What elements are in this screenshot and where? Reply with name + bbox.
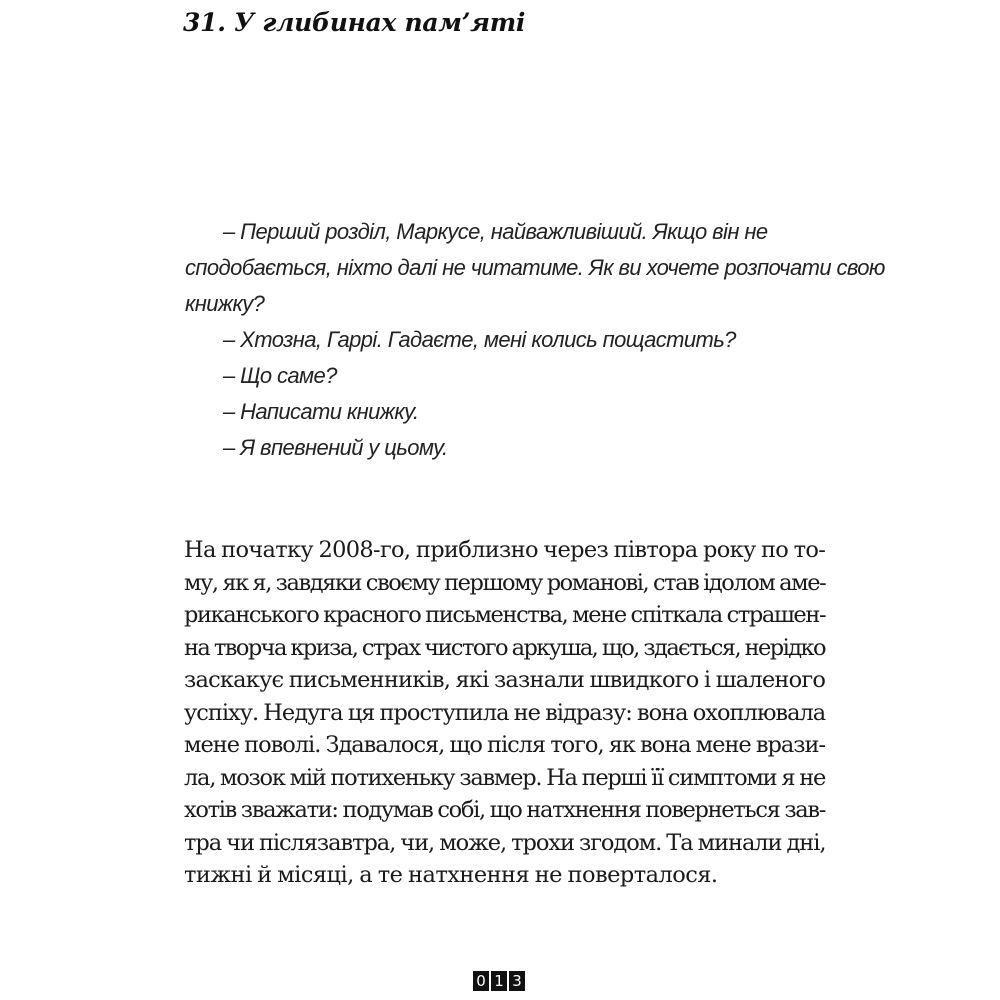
epigraph-line: – Хтозна, Гаррі. Гадаєте, мені колись пощастить? [223,327,736,352]
body-line: успіху. Недуга ця проступила не відразу: вона охоплювала [184,699,826,726]
body-line: ла, мозок мій потихеньку завмер. На перші її симптоми я не [184,764,825,791]
body-line: мене поволі. Здавалося, що після того, як вона мене врази- [184,732,825,758]
body-line: тра чи післязавтра, чи, може, трохи згодом. Та минали дні, [184,829,826,856]
epigraph-line: – Написати книжку. [223,399,419,424]
body-line: на творча криза, страх чистого аркуша, що, здається, нерідко [184,634,826,661]
epigraph-line: книжку? [185,291,265,316]
body-line: На початку 2008-го, приблизно через півтора року по то- [184,537,826,563]
body-line: риканського красного письменства, мене спіткала страшен- [184,602,826,628]
page-number-digit: 3 [509,971,525,991]
page-number-digit: 1 [491,971,507,991]
epigraph-line: сподобається, ніхто далі не читатиме. Як ви хочете розпочати свою [185,255,885,280]
body-line: заскакує письменників, які зазнали швидкого і шаленого [184,667,826,693]
epigraph-line: – Перший розділ, Маркусе, найважливіший. Якщо він не [223,219,768,244]
body-line: хотів зважати: подумав собі, що натхнення повернеться зав- [184,797,825,823]
chapter-title: 31. У глибинах пам’яті [183,8,526,37]
page-number-digit: 0 [473,971,489,991]
epigraph-dialogue [185,214,885,466]
page-number [473,971,525,991]
body-line: му, як я, завдяки своєму першому романові, став ідолом аме- [184,569,826,596]
body-line: тижні й місяці, а те натхнення не поверталося. [184,862,718,888]
body-paragraph [184,534,825,892]
epigraph-line: – Що саме? [223,363,337,388]
epigraph-line: – Я впевнений у цьому. [223,435,448,460]
